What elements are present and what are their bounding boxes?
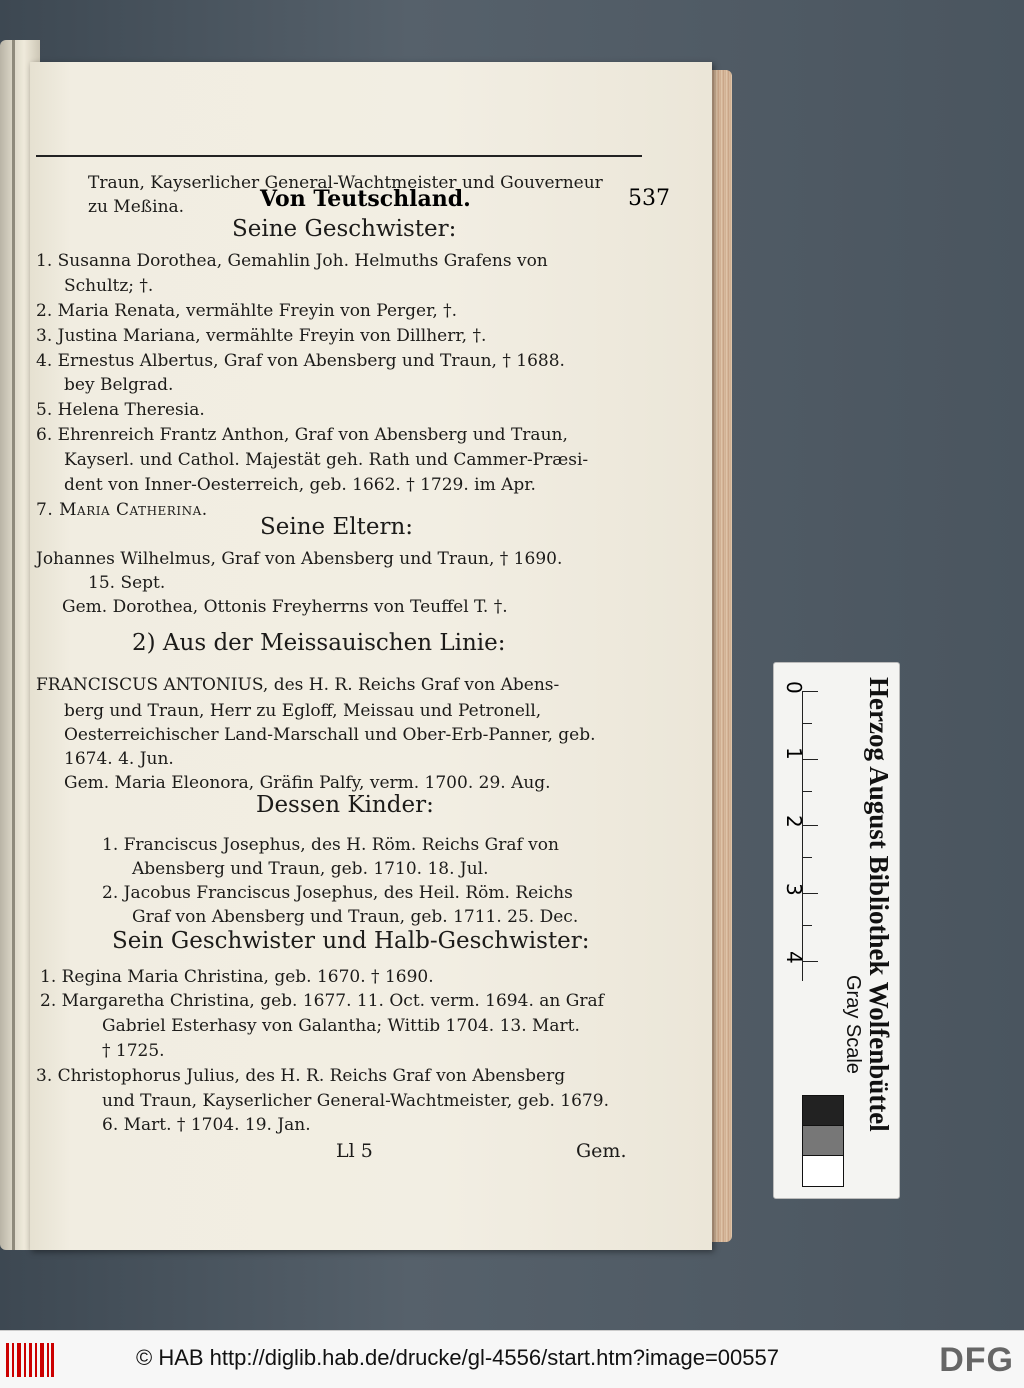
- line2-heading: 2) Aus der Meissauischen Linie:: [132, 630, 506, 656]
- text-line: zu Meßina.: [88, 197, 185, 217]
- institution-label-wrap: [864, 677, 894, 1177]
- institution-label: Herzog August Bibliothek Wolfenbüttel: [864, 677, 894, 1132]
- child-line: 2. Jacobus Franciscus Josephus, des Heil. Röm. Reichs: [102, 883, 573, 903]
- swatch-gray: [802, 1125, 844, 1157]
- siblings-heading: Seine Geschwister:: [232, 216, 457, 242]
- sibling-line: 5. Helena Theresia.: [36, 400, 205, 420]
- sibling-line: 3. Justina Mariana, vermählte Freyin von Dillherr, †.: [36, 326, 487, 346]
- text-line: Traun, Kayserlicher General-Wachtmeister und Gouverneur: [88, 173, 603, 193]
- parent-line: 15. Sept.: [88, 573, 166, 593]
- child-line: Abensberg und Traun, geb. 1710. 18. Jul.: [132, 859, 489, 879]
- ruler-number: 4: [782, 951, 806, 964]
- parent-line: Johannes Wilhelmus, Graf von Abensberg und Traun, † 1690.: [36, 549, 563, 569]
- scale-strip: [773, 662, 900, 1199]
- header-title: Von Teutschland.: [260, 186, 471, 212]
- line2-line: Gem. Maria Eleonora, Gräfin Palfy, verm. 1700. 29. Aug.: [64, 773, 551, 793]
- line2-line: 1674. 4. Jun.: [64, 749, 174, 769]
- dfg-logo: DFG: [939, 1341, 1014, 1379]
- line2-line: FRANCISCUS ANTONIUS, des H. R. Reichs Graf von Abens-: [36, 675, 560, 695]
- line2-line: Oesterreichischer Land-Marschall und Ober-Erb-Panner, geb.: [64, 725, 596, 745]
- halfsibling-line: 2. Margaretha Christina, geb. 1677. 11. Oct. verm. 1694. an Graf: [40, 991, 604, 1011]
- hab-logo-icon: [6, 1343, 54, 1377]
- halfsibling-line: † 1725.: [102, 1041, 165, 1061]
- ruler-number: 1: [782, 747, 806, 760]
- header-rule: [36, 155, 642, 157]
- halfsibling-line: und Traun, Kayserlicher General-Wachtmeister, geb. 1679.: [102, 1091, 609, 1111]
- gray-scale-label: Gray Scale: [842, 975, 864, 1074]
- halfsibling-line: Gabriel Esterhasy von Galantha; Wittib 1704. 13. Mart.: [102, 1016, 580, 1036]
- children-heading: Dessen Kinder:: [256, 792, 434, 818]
- catchword: Gem.: [576, 1140, 627, 1162]
- signature-mark: Ll 5: [336, 1140, 373, 1162]
- swatch-white: [802, 1155, 844, 1187]
- sibling-line: Schultz; †.: [64, 276, 154, 296]
- halfsibling-line: 3. Christophorus Julius, des H. R. Reichs Graf von Abensberg: [36, 1066, 566, 1086]
- gray-scale-label-wrap: [844, 975, 864, 1095]
- sibling-line: 2. Maria Renata, vermählte Freyin von Perger, †.: [36, 301, 458, 321]
- bottom-bar: [0, 1330, 1024, 1388]
- sibling-line: 4. Ernestus Albertus, Graf von Abensberg und Traun, † 1688.: [36, 351, 565, 371]
- ruler-number: 3: [782, 883, 806, 896]
- swatch-black: [802, 1095, 844, 1127]
- child-line: 1. Franciscus Josephus, des H. Röm. Reichs Graf von: [102, 835, 559, 855]
- ruler: [780, 673, 822, 1113]
- halfsiblings-heading: Sein Geschwister und Halb-Geschwister:: [112, 928, 590, 954]
- sibling-line: Kayserl. und Cathol. Majestät geh. Rath und Cammer-Præsi-: [64, 450, 589, 470]
- parent-line: Gem. Dorothea, Ottonis Freyherrns von Teuffel T. †.: [62, 597, 508, 617]
- halfsibling-line: 1. Regina Maria Christina, geb. 1670. † 1690.: [40, 967, 434, 987]
- child-line: Graf von Abensberg und Traun, geb. 1711. 25. Dec.: [132, 907, 579, 927]
- page-number: 537: [628, 186, 670, 211]
- sibling-line: 7. Maria Catherina.: [36, 500, 208, 520]
- sibling-line: 1. Susanna Dorothea, Gemahlin Joh. Helmuths Grafens von: [36, 251, 548, 271]
- page-edge-stack: [710, 70, 732, 1242]
- ruler-number: 2: [782, 815, 806, 828]
- ruler-number: 0: [782, 681, 806, 694]
- sibling-line: bey Belgrad.: [64, 375, 174, 395]
- line2-line: berg und Traun, Herr zu Egloff, Meissau und Petronell,: [64, 701, 542, 721]
- parents-heading: Seine Eltern:: [260, 514, 414, 540]
- sibling-line: dent von Inner-Oesterreich, geb. 1662. † 1729. im Apr.: [64, 475, 536, 495]
- credit-link[interactable]: © HAB http://diglib.hab.de/drucke/gl-4556/start.htm?image=00557: [136, 1345, 779, 1370]
- sibling-line: 6. Ehrenreich Frantz Anthon, Graf von Abensberg und Traun,: [36, 425, 568, 445]
- halfsibling-line: 6. Mart. † 1704. 19. Jan.: [102, 1115, 311, 1135]
